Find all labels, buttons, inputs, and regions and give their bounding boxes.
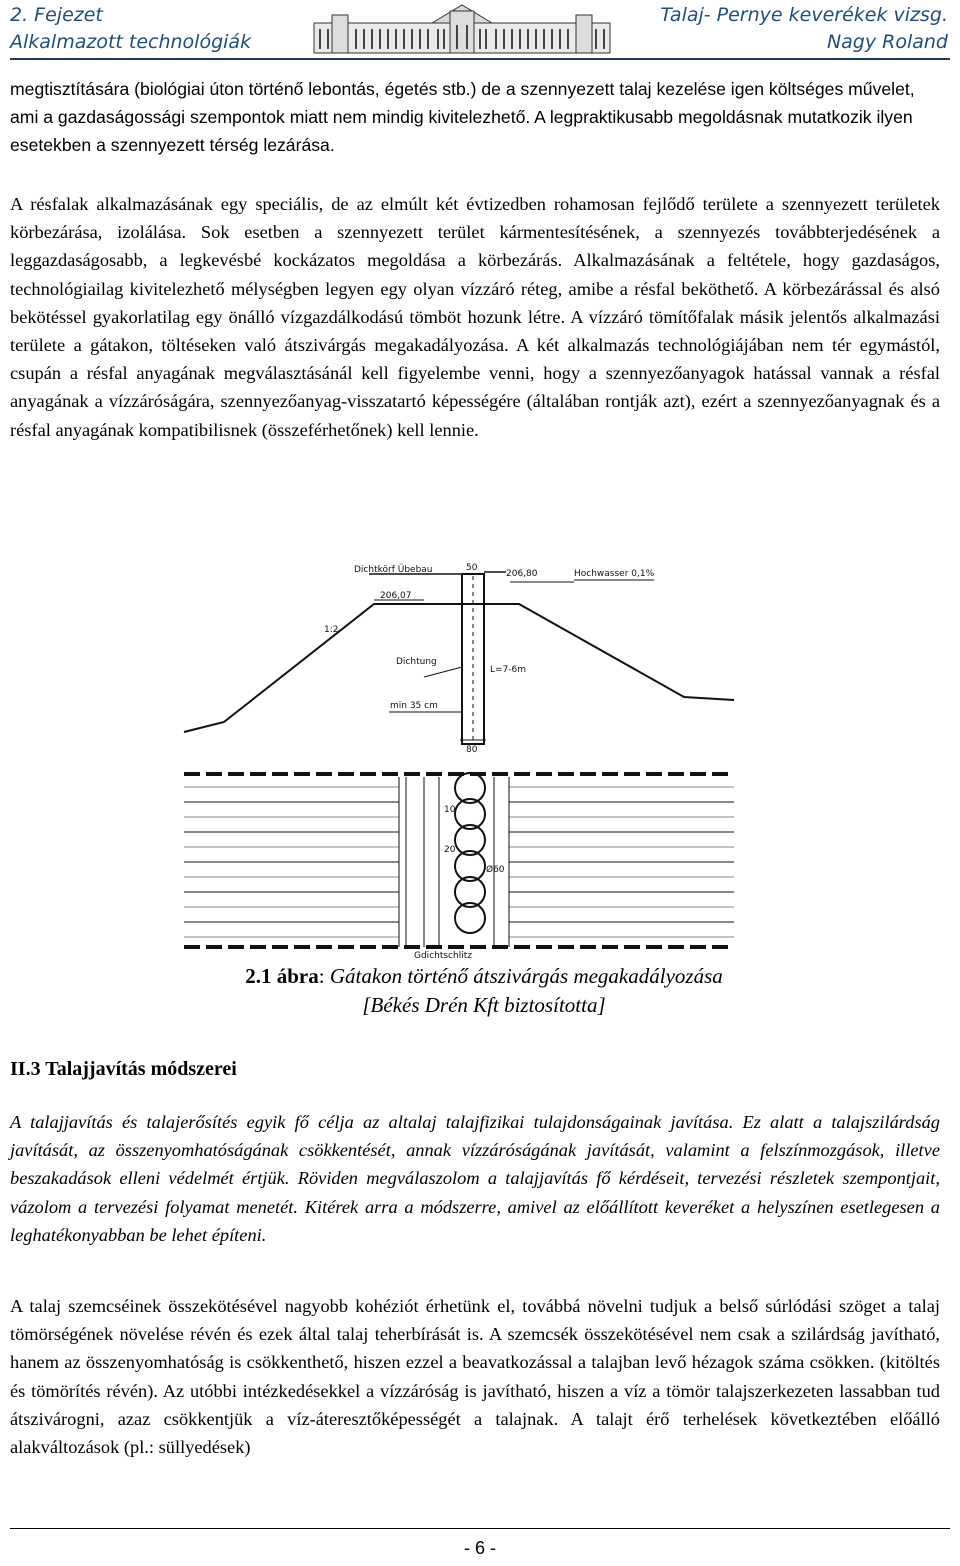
paragraph-soil-grains: A talaj szemcséinek összekötésével nagyobb kohéziót érhetünk el, továbbá növelni tudjuk a belső súrlódási szöget a talaj tömörségének növelése révén és ezek által talaj teherbírását is. A szemcsék összekötésével nem csak a szilárdság javítható, hanem az összenyomhatóság is csökkenthető, hiszen ezzel a beavatkozással a talajban levő hézagok száma csökken. (kitöltés és tömörítés révén). Az utóbbi intézkedésekkel a vízzáróság is javítható, hiszen a víz a tömör talajszerkezeten lassabban tud átszivárogni, azaz csökkentjük a víz-áteresztőképességét a talajnak. A talajt érő terhelések következtében előálló alakváltozások (pl.: süllyedések)	[10, 1296, 940, 1458]
intro-paragraph: megtisztítására (biológiai úton történő lebontás, égetés stb.) de a szennyezett talaj kezelése igen költséges művelet, ami a gazdaságossági szempontok miatt nem mindig kivitelezhető. A legpraktikusabb megoldásnak mutatkozik ilyen esetekben a szennyezett térség lezárása.	[10, 79, 915, 155]
header-rule	[10, 58, 950, 60]
label-top-left: Dichtkörf Übebau	[354, 565, 433, 575]
label-dim2: 20	[444, 845, 456, 855]
university-building-logo	[312, 1, 612, 55]
label-min: min 35 cm	[390, 701, 438, 711]
label-dim1: 10	[444, 805, 456, 815]
author-name: Nagy Roland	[826, 31, 948, 53]
caption-line	[184, 962, 784, 991]
dam-cutoff-wall-figure	[174, 562, 754, 960]
label-depth: L=7-6m	[490, 665, 527, 675]
caption-title: Gátakon történő átszivárgás megakadályozása	[329, 964, 723, 988]
header-right	[660, 2, 948, 56]
chapter-label: 2. Fejezet	[10, 4, 103, 26]
label-dia: Ø60	[486, 865, 505, 875]
document-title: Talaj- Pernye keverékek vizsg.	[660, 4, 948, 26]
label-dim80: 80	[466, 745, 478, 755]
caption-source: [Békés Drén Kft biztosította]	[362, 993, 606, 1017]
label-elev1: 206,80	[506, 569, 538, 579]
header-left	[10, 2, 251, 56]
label-grout: Dichtung	[396, 657, 437, 667]
section-title: II.3 Talajjavítás módszerei	[10, 1058, 237, 1080]
label-elev2: 206,07	[380, 591, 412, 601]
label-dim50: 50	[466, 563, 478, 573]
page-header	[0, 0, 960, 60]
figure-caption	[184, 962, 784, 1020]
italic-paragraph: A talajjavítás és talajerősítés egyik fő célja az altalaj talajfizikai tulajdonságainak javítása. Ez alatt a talajszilárdság javítását, az összenyomhatóságának csökkentését, annak vízzáróságának javítását, valamint a felszínmozgások, illetve beszakadások elleni védelmét értjük. Röviden megválaszolom a talajjavítás fő kérdéseit, tervezési részletek szempontjait, vázolom a tervezési folyamat menetét. Kitérek arra a módszerre, amivel az előállított keveréket a helyszínen esetlegesen a leghatékonyabban be lehet építeni.	[10, 1112, 940, 1245]
caption-number: 2.1 ábra	[245, 964, 319, 988]
page-number: - 6 -	[463, 1538, 496, 1558]
label-hochwasser: Hochwasser 0,1%	[574, 569, 655, 579]
caption-sep: :	[318, 964, 330, 988]
paragraph-slurry-walls: A résfalak alkalmazásának egy speciális, de az elmúlt két évtizedben rohamosan fejlődő területe a szennyezett területek körbezárása, izolálása. Sok esetben a szennyezett terület kármentesítésének, a szennyezés továbbterjedésének a leggazdaságosabb, a legkevésbé kockázatos megoldása a körbezárás. Alkalmazásának a feltétele, hogy gazdaságos, technológiailag kivitelezhető mélységben legyen egy olyan vízzáró réteg, amibe a résfal beköthető. A körbezárással és alsó bekötéssel gyakorlatilag egy önálló vízgazdálkodású tömböt hozunk létre. A vízzáró tömítőfalak másik jelentős alkalmazási területe a gátakon, töltéseken való átszivárgás megakadályozása. A két alkalmazás technológiájában nem tér egymástól, csupán a résfal anyagának megválasztásánál kell figyelembe venni, hogy a szennyezőanyagok hatással vannak a résfal anyagának a vízzáróságára, szennyezőanyag-visszatartó képességére (általában rontják azt), ezért a szennyezőanyagnak és a résfal anyagának kompatibilisnek (összeférhetőnek) kell lennie.	[10, 194, 940, 440]
footer-rule	[10, 1528, 950, 1529]
label-bottom: Gdichtschlitz	[414, 951, 472, 960]
label-slope: 1:2	[324, 625, 339, 635]
chapter-title: Alkalmazott technológiák	[10, 31, 252, 53]
